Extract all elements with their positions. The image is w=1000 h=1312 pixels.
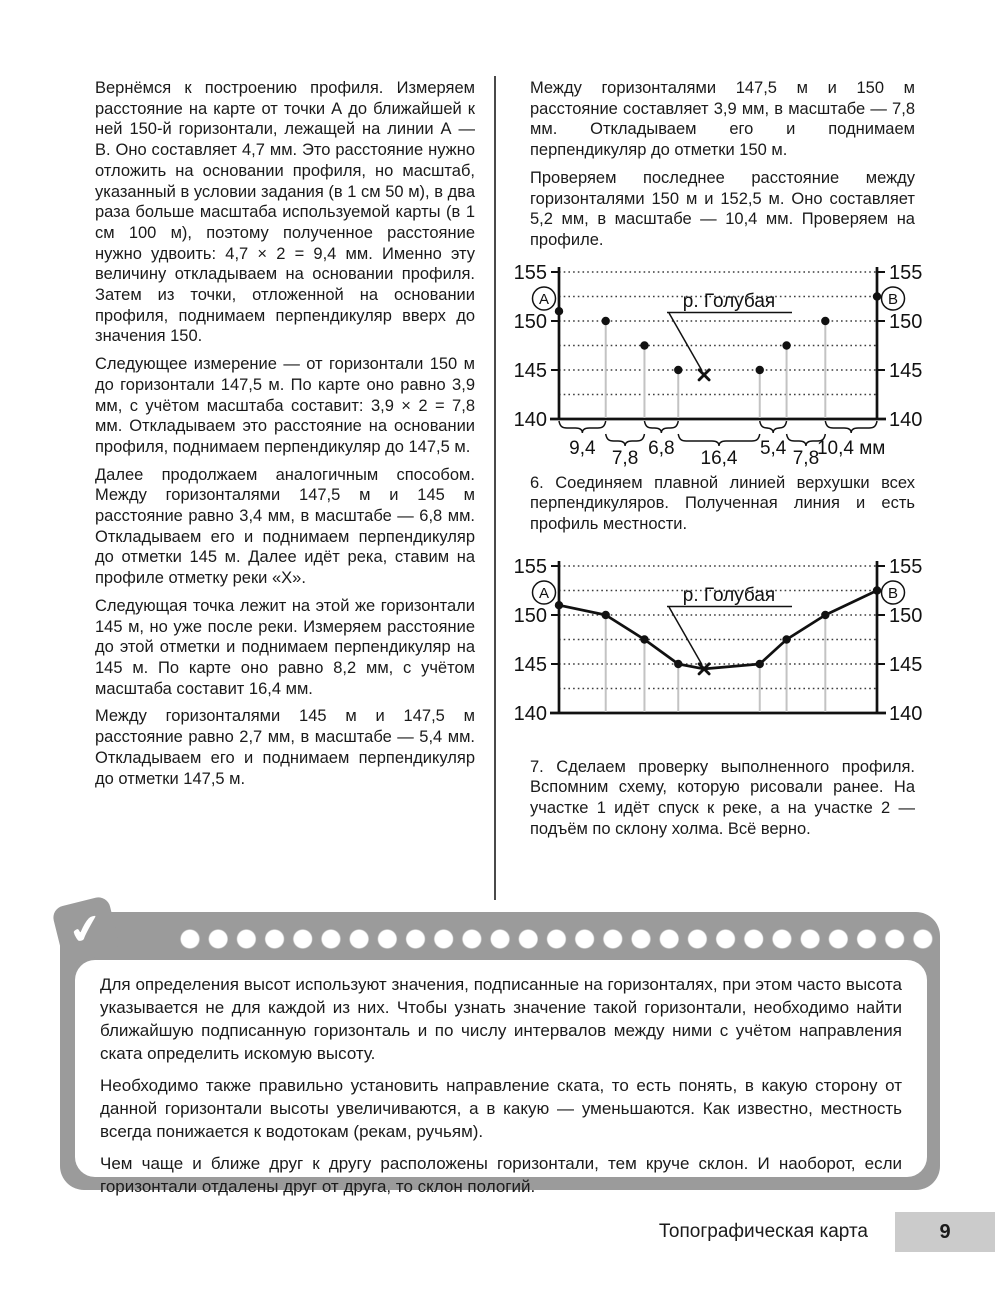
paragraph: Проверяем последнее расстояние между горизонталями 150 м и 152,5 м. Оно составляет 5,2 мм, в масштабе — 10,4 мм. Проверяем на профиле.: [530, 168, 915, 249]
dots-decoration: [178, 927, 940, 951]
paragraph: Вернёмся к построению профиля. Измеряем расстояние на карте от точки А до ближайшей к ней 150-й горизонтали, лежащей на линии А — В. Оно составляет 4,7 мм. Это расстояние нужно отложить на основании профиля, но масштаб, указанный в условии задания (в 1 см 50 м), в два раза больше масштаба используемой карты (в 1 см 100 м), поэтому полученное расстояние нужно удвоить: 4,7 × 2 = 9,4 мм. Именно эту величину откладываем на основании профиля. Затем из точки, отложенной на основании профиля, поднимаем перпендикуляр вверх до значения 150.: [95, 79, 475, 346]
svg-text:р. Голубая: р. Голубая: [682, 584, 776, 606]
svg-text:155: 155: [514, 261, 547, 284]
svg-text:р. Голубая: р. Голубая: [682, 290, 776, 312]
svg-text:9,4: 9,4: [569, 437, 596, 459]
svg-text:В: В: [887, 290, 899, 308]
check-icon: ✔: [65, 905, 107, 955]
note-paragraph: Необходимо также правильно установить направление ската, то есть понять, в какую сторону от данной горизонтали высоты увеличиваются, а в какую — уменьшаются. Как известно, местность всегда понижается к водотокам (рекам, ручьям).: [100, 1076, 902, 1141]
svg-text:155: 155: [514, 555, 547, 578]
svg-text:6,8: 6,8: [648, 437, 675, 459]
svg-text:155: 155: [889, 555, 923, 578]
svg-text:140: 140: [514, 702, 547, 724]
svg-text:150: 150: [514, 604, 547, 627]
svg-text:16,4: 16,4: [700, 447, 738, 469]
svg-text:7,8: 7,8: [792, 447, 820, 469]
page-footer: [0, 1212, 995, 1252]
profile-perpendiculars-chart: [514, 260, 934, 470]
svg-text:145: 145: [889, 359, 923, 382]
svg-text:5,4: 5,4: [759, 437, 787, 459]
svg-text:145: 145: [889, 653, 923, 676]
svg-text:140: 140: [889, 408, 923, 431]
paragraph: Следующее измерение — от горизонтали 150 м до горизонтали 147,5 м. По карте оно равно 3,9 мм, с учётом масштаба составит: 3,9 × 2 = 7,8 мм. Откладываем это расстояние на основании профиля, поднимаем перпендикуляр до 147,5 м.: [95, 355, 475, 456]
paragraph: Между горизонталями 145 м и 147,5 м расстояние равно 2,7 мм, в масштабе — 5,4 мм. Откладываем его и поднимаем перпендикуляр до отметки 147,5 м.: [95, 707, 475, 788]
step-6-caption: 6. Соединяем плавной линией верхушки всех перпендикуляров. Полученная линия и есть профиль местности.: [530, 473, 915, 534]
svg-text:7,8: 7,8: [611, 447, 639, 469]
page-number-box: [895, 1212, 995, 1252]
note-paragraph: Для определения высот используют значения, подписанные на горизонталях, при этом часто высота указывается не для каждой из них. Чтобы узнать значение такой горизонтали, необходимо найти ближайшую подписанную горизонталь и по числу интервалов между ними с учётом направления ската определить искомую высоту.: [100, 975, 902, 1063]
svg-text:В: В: [887, 584, 899, 602]
note-content: [75, 960, 927, 1196]
svg-text:А: А: [538, 584, 550, 602]
left-column: [95, 78, 475, 847]
svg-text:А: А: [538, 290, 550, 308]
svg-text:145: 145: [514, 653, 547, 676]
svg-text:145: 145: [514, 359, 547, 382]
svg-text:10,4 мм: 10,4 мм: [816, 437, 886, 459]
step-7-caption: 7. Сделаем проверку выполненного профиля. Вспомним схему, которую рисовали ранее. На участке 1 идёт спуск к реке, а на участке 2 — подъём по склону холма. Всё верно.: [530, 757, 915, 838]
svg-text:155: 155: [889, 261, 923, 284]
page-number: 9: [939, 1220, 951, 1243]
paragraph: Следующая точка лежит на этой же горизонтали 145 м, но уже после реки. Измеряем расстояние до этой отметки и поднимаем перпендикуляр на 145 м. По карте оно равно 8,2 мм, с учётом масштаба составит 16,4 мм.: [95, 596, 475, 698]
note-box: [60, 905, 940, 1196]
svg-text:140: 140: [514, 408, 547, 431]
svg-text:150: 150: [889, 604, 923, 627]
paragraph: Между горизонталями 147,5 м и 150 м расстояние составляет 3,9 мм, в масштабе — 7,8 мм. Откладываем его и поднимаем перпендикуляр до отметки 150 м.: [530, 79, 915, 160]
text-columns: [95, 78, 942, 847]
svg-text:140: 140: [889, 702, 923, 724]
check-badge: [51, 895, 121, 965]
svg-text:150: 150: [514, 310, 547, 333]
terrain-profile-chart: [514, 554, 934, 724]
paragraph: Далее продолжаем аналогичным способом. Между горизонталями 147,5 м и 145 м расстояние равно 3,4 мм, в масштабе — 6,8 мм. Откладываем его и поднимаем перпендикуляр до отметки 145 м. Далее идёт река, ставим на профиле отметку реки «Х».: [95, 465, 475, 588]
right-column: [514, 78, 942, 847]
note-paragraph: Чем чаще и ближе друг к другу расположены горизонтали, тем круче склон. И наоборот, если горизонтали отдалены друг от друга, то склон пологий.: [100, 1154, 902, 1196]
svg-text:150: 150: [889, 310, 923, 333]
footer-section-title: Топографическая карта: [658, 1221, 868, 1242]
